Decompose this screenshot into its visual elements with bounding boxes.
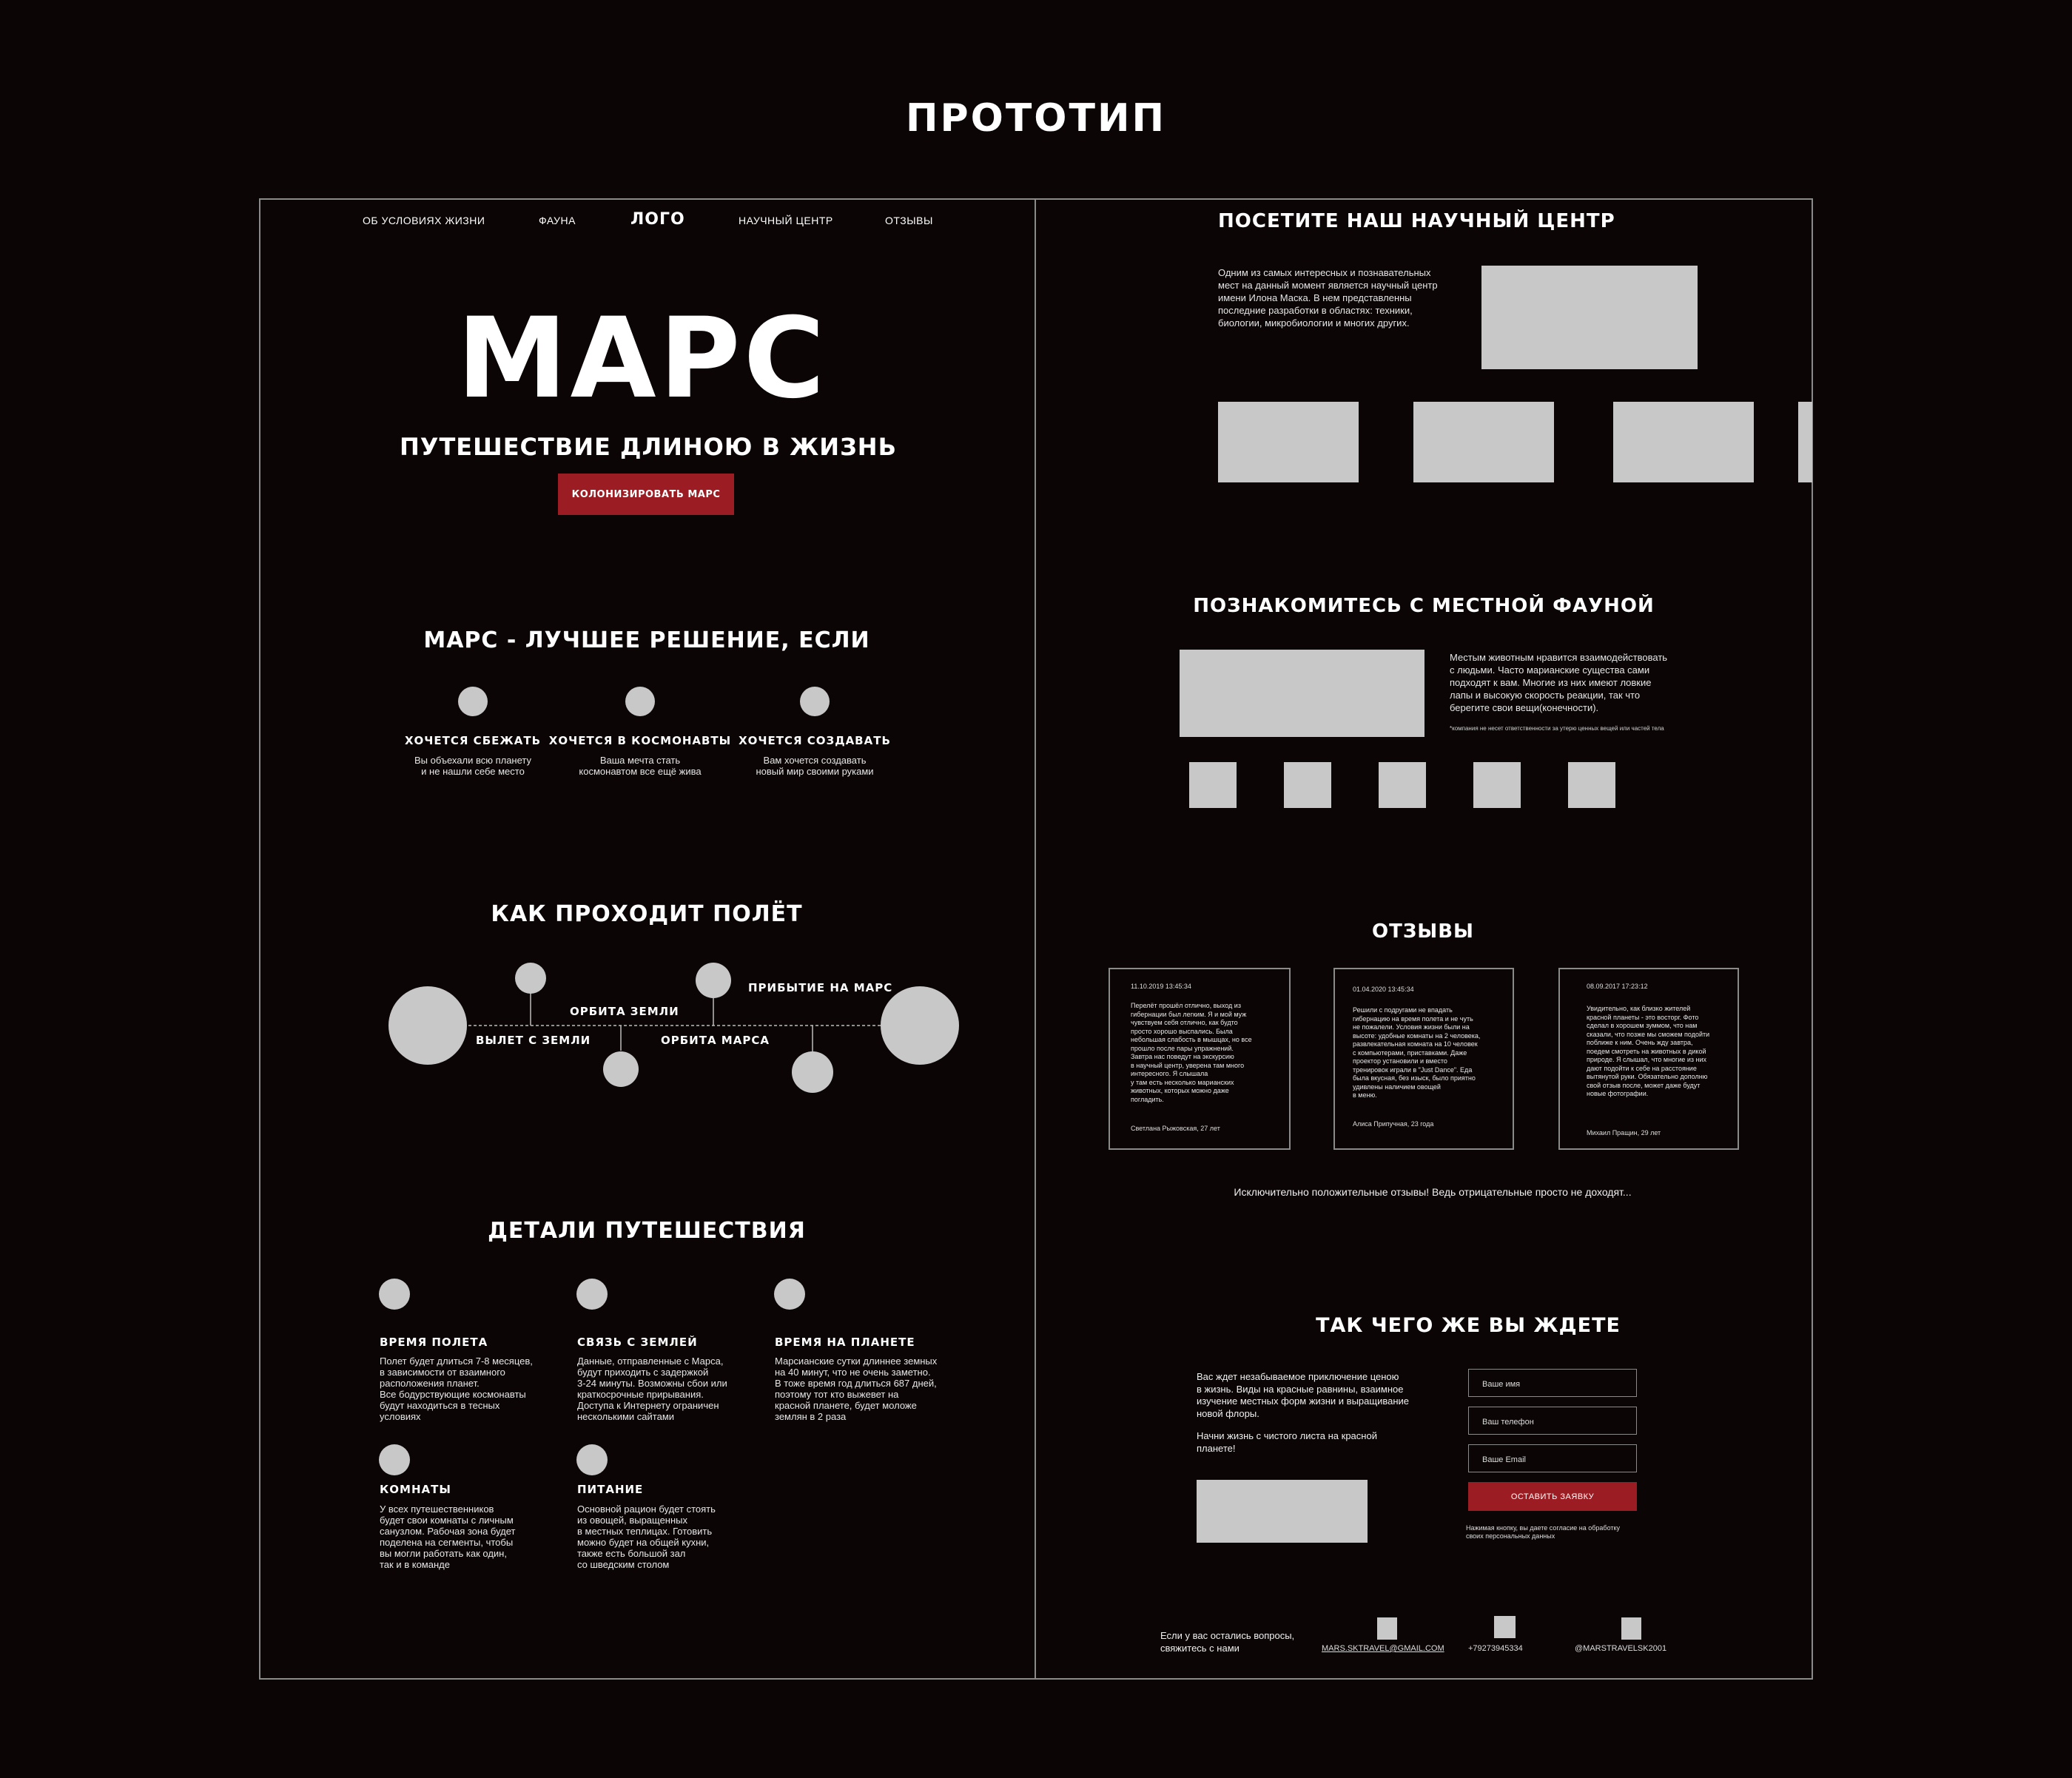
hero-title: МАРС [457, 294, 828, 423]
stage-dot [515, 963, 546, 994]
social-icon [1621, 1617, 1641, 1640]
review-text: Перелёт прошёл отлично, выход из гибернации был легким. Я и мой муж чувствуем себя отлично, как будто просто хорошо выспались. Была небольшая слабость в мышцах, но все прошло после пары упражнений. Завтра нас поведут на экскурсию в научный центр, уверена там много интересного. Я слышала у там есть несколько марианских животных, которых можно даже погладить. [1131, 1002, 1252, 1103]
flight-label-departure: ВЫЛЕТ С ЗЕМЛИ [476, 1034, 591, 1047]
stage-dot [603, 1051, 639, 1087]
review-author: Михаил Пращин, 29 лет [1587, 1129, 1661, 1136]
nav-item-fauna[interactable]: ФАУНА [539, 215, 576, 226]
consent-text: Нажимая кнопку, вы даете согласие на обработку своих персональных данных [1466, 1524, 1621, 1540]
stage-dot [696, 963, 731, 998]
email-input[interactable]: Ваше Email [1468, 1444, 1637, 1472]
detail-bullet-icon [379, 1279, 410, 1310]
fauna-thumbnail[interactable] [1379, 762, 1426, 808]
email-icon [1377, 1617, 1397, 1640]
colonize-button[interactable] [558, 474, 734, 515]
fauna-thumbnail[interactable] [1568, 762, 1615, 808]
reviews-footer: Исключительно положительные отзывы! Ведь отрицательные просто не доходят... [1234, 1186, 1632, 1198]
detail-text: Данные, отправленные с Марса, будут приходить с задержкой 3-24 минуты. Возможны сбои или краткосрочные прирывания. Доступа к Интернету ограничен несколькими сайтами [577, 1356, 727, 1422]
review-card [1109, 968, 1291, 1150]
detail-text: У всех путешественников будет свои комнаты с личным санузлом. Рабочая зона будет поделена на сегменты, чтобы вы могли работать как один, так и в команде [380, 1503, 516, 1570]
submit-button-label: ОСТАВИТЬ ЗАЯВКУ [1510, 1492, 1595, 1501]
stage-dot [792, 1051, 833, 1093]
science-gallery-image[interactable] [1218, 402, 1359, 482]
best-bullet-icon [800, 687, 830, 716]
details-heading: ДЕТАЛИ ПУТЕШЕСТВИЯ [488, 1218, 806, 1244]
detail-title: ВРЕМЯ НА ПЛАНЕТЕ [775, 1336, 915, 1349]
review-text: Решили с подругами не впадать гибернацию на время полета и не чуть не пожалели. Условия жизни были на высоте: удобные комнаты на 2 человека, развлекательная комната на 10 человек с компьютерами, приставками. Даже проектор установили и вместо тренировок играли в "Just Dance". Еда была вкусная, без изыск, было приятно удивлены наличием овощей в меню. [1353, 1006, 1481, 1099]
nav-item-reviews[interactable]: ОТЗЫВЫ [885, 215, 933, 226]
detail-bullet-icon [379, 1444, 410, 1475]
science-gallery-image[interactable] [1613, 402, 1754, 482]
fauna-thumbnail[interactable] [1284, 762, 1331, 808]
flight-diagram [370, 947, 977, 1117]
fauna-main-image [1180, 650, 1424, 737]
nav-item-life[interactable]: ОБ УСЛОВИЯХ ЖИЗНИ [363, 215, 485, 226]
mars-planet [881, 986, 959, 1065]
detail-text: Марсианские сутки длиннее земных на 40 минут, что не очень заметно. В тоже время год длиться 687 дней, поэтому тот кто выжевет на красной планете, будет моложе землян в 2 раза [775, 1356, 938, 1422]
contact-phone-link[interactable]: +79273945334 [1468, 1644, 1523, 1653]
detail-title: КОМНАТЫ [380, 1483, 451, 1496]
nav-item-science[interactable]: НАУЧНЫЙ ЦЕНТР [739, 215, 833, 226]
science-gallery-image[interactable] [1413, 402, 1554, 482]
detail-text: Основной рацион будет стоять из овощей, выращенных в местных теплицах. Готовить можно будет на общей кухни, также есть большой зал со шведским столом [577, 1503, 716, 1570]
best-item-title: ХОЧЕТСЯ СБЕЖАТЬ [404, 734, 542, 747]
review-author: Алиса Припучная, 23 года [1353, 1120, 1434, 1128]
signup-heading: ТАК ЧЕГО ЖЕ ВЫ ЖДЕТЕ [1316, 1314, 1621, 1337]
fauna-heading: ПОЗНАКОМИТЕСЬ С МЕСТНОЙ ФАУНОЙ [1193, 595, 1655, 617]
flight-heading: КАК ПРОХОДИТ ПОЛЁТ [491, 901, 803, 927]
reviews-heading: ОТЗЫВЫ [1371, 920, 1475, 943]
detail-title: СВЯЗЬ С ЗЕМЛЕЙ [577, 1336, 698, 1349]
fauna-disclaimer: *компания не несет ответственности за утерю ценных вещей или частей тела [1450, 725, 1664, 732]
contacts-text: Если у вас остались вопросы, свяжитесь с нами [1160, 1630, 1295, 1654]
review-card [1558, 968, 1739, 1150]
best-item-text: Вам хочется создавать новый мир своими руками [756, 755, 874, 777]
phone-input[interactable]: Ваш телефон [1468, 1407, 1637, 1435]
best-bullet-icon [458, 687, 488, 716]
name-input[interactable]: Ваше имя [1468, 1369, 1637, 1397]
contact-social-link[interactable]: @MARSTRAVELSK2001 [1575, 1644, 1667, 1653]
signup-image [1197, 1480, 1368, 1543]
best-item-title: ХОЧЕТСЯ В КОСМОНАВТЫ [548, 734, 732, 747]
science-gallery-image-partial[interactable] [1798, 402, 1812, 482]
science-text: Одним из самых интересных и познавательных мест на данный момент является научный центр имени Илона Маска. В нем представленны последние разработки в областях: техники, биологии, микробиологии и многих других. [1218, 267, 1438, 329]
phone-icon [1494, 1616, 1516, 1638]
fauna-text: Местым животным нравится взаимодействовать с людьми. Часто марианские существа сами подходят к вам. Многие из них имеют ловкие лапы и высокую скорость реакции, так что берегите свои вещи(конечности). [1450, 652, 1668, 713]
earth-planet [388, 986, 467, 1065]
flight-label-mars-orbit: ОРБИТА МАРСА [661, 1034, 770, 1047]
contact-email-link[interactable]: MARS.SKTRAVEL@GMAIL.COM [1322, 1644, 1444, 1653]
science-heading: ПОСЕТИТЕ НАШ НАУЧНЫЙ ЦЕНТР [1218, 210, 1615, 232]
best-item-text: Вы объехали всю планету и не нашли себе место [414, 755, 532, 777]
science-main-image [1481, 266, 1698, 369]
fauna-thumbnail[interactable] [1473, 762, 1521, 808]
review-text: Увидительно, как близко жителей красной планеты - это восторг. Фото сделал в хорошем зуммом, что нам сказали, что позже мы сможем подойти поближе к ним. Очень жду завтра, поедем смотреть на животных в дикой природе. Я слышал, что многие из них дают подойти к себе на расстояние вытянутой руки. Обязательно дополню свой отзыв после, может даже будут новые фотографии. [1587, 1005, 1710, 1097]
detail-bullet-icon [576, 1279, 608, 1310]
detail-text: Полет будет длиться 7-8 месяцев, в зависимости от взаимного расположения планет. Все бодурствующие космонавты будут находиться в тесных условиях [380, 1356, 533, 1422]
best-item-text: Ваша мечта стать космонавтом все ещё жива [579, 755, 702, 777]
colonize-button-label: КОЛОНИЗИРОВАТЬ МАРС [571, 488, 721, 500]
review-author: Светлана Рыжовская, 27 лет [1131, 1125, 1220, 1132]
best-item-title: ХОЧЕТСЯ СОЗДАВАТЬ [739, 734, 891, 747]
fauna-thumbnail[interactable] [1189, 762, 1237, 808]
detail-bullet-icon [774, 1279, 805, 1310]
review-card [1333, 968, 1514, 1150]
review-date: 08.09.2017 17:23:12 [1587, 983, 1648, 990]
flight-label-earth-orbit: ОРБИТА ЗЕМЛИ [570, 1005, 679, 1018]
logo[interactable]: ЛОГО [630, 210, 685, 229]
signup-text: Вас ждет незабываемое приключение ценою в жизнь. Виды на красные равнины, взаимное изучение местных форм жизни и выращивание новой флоры. Начни жизнь с чистого листа на красной планете! [1197, 1371, 1409, 1454]
hero-subtitle: ПУТЕШЕСТВИЕ ДЛИНОЮ В ЖИЗНЬ [400, 433, 897, 461]
submit-button[interactable] [1468, 1482, 1637, 1511]
detail-title: ПИТАНИЕ [577, 1483, 644, 1496]
best-bullet-icon [625, 687, 655, 716]
review-date: 11.10.2019 13:45:34 [1131, 983, 1191, 990]
flight-label-arrival: ПРИБЫТИЕ НА МАРС [748, 981, 893, 994]
page-title: ПРОТОТИП [905, 96, 1167, 141]
detail-bullet-icon [576, 1444, 608, 1475]
review-date: 01.04.2020 13:45:34 [1353, 986, 1414, 993]
best-heading: МАРС - ЛУЧШЕЕ РЕШЕНИЕ, ЕСЛИ [423, 627, 870, 653]
detail-title: ВРЕМЯ ПОЛЕТА [380, 1336, 488, 1349]
